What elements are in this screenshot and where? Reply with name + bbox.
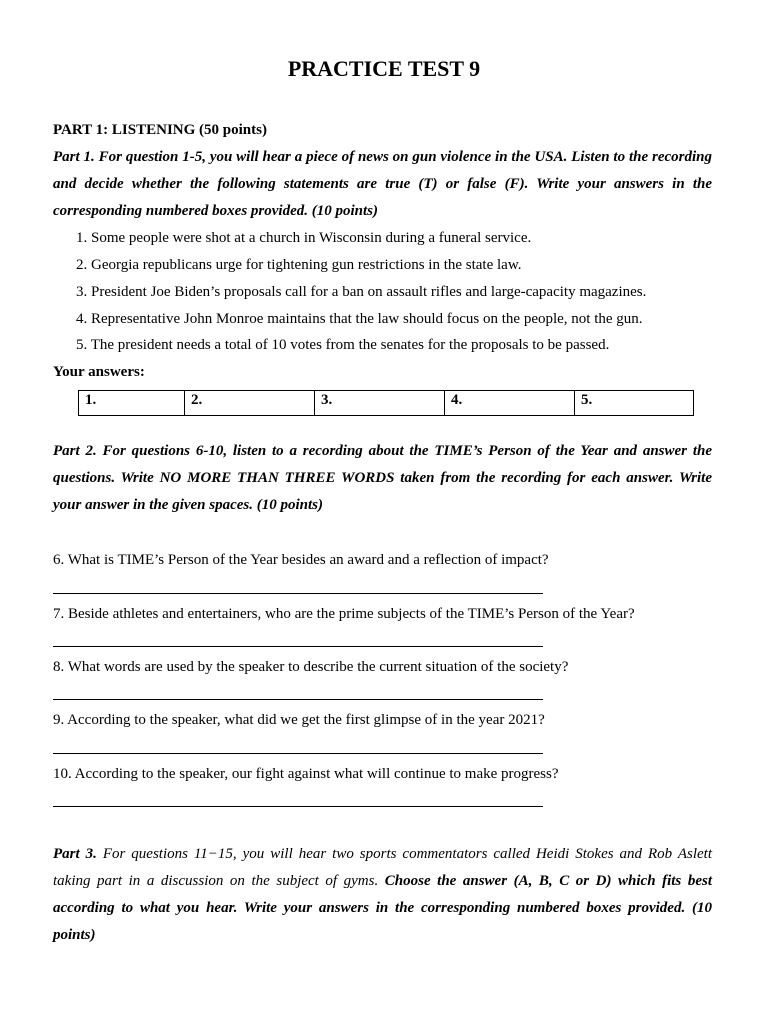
- part3-instructions-italic: For questions 11−15, you will hear two sports commentators called Heidi Stokes and Rob Aslett taking part in a discussion on the subject of gyms.: [53, 846, 712, 889]
- question-9: 9. According to the speaker, what did we get the first glimpse of in the year 2021?: [53, 712, 545, 728]
- answer-box-1[interactable]: 1.: [79, 391, 185, 416]
- statement-3: 3. President Joe Biden’s proposals call for a ban on assault rifles and large-capacity magazines.: [76, 284, 647, 300]
- answer-line-10[interactable]: [53, 806, 543, 807]
- answer-line-6[interactable]: [53, 593, 543, 594]
- part1-instructions: Part 1. For question 1-5, you will hear a piece of news on gun violence in the USA. Listen to the recording and decide whether the following statements are true (T) or false (F). Write your answers in the corresponding numbered boxes provided. (10 points): [53, 149, 712, 219]
- answer-line-8[interactable]: [53, 699, 543, 700]
- answer-row: [79, 391, 694, 416]
- answer-line-7[interactable]: [53, 646, 543, 647]
- part3-instructions-bold: Choose the answer (A, B, C or D) which fits best according to what you hear. Write your answers in the corresponding numbered boxes provided. (10 points): [53, 873, 712, 943]
- question-10: 10. According to the speaker, our fight against what will continue to make progress?: [53, 766, 559, 782]
- answer-box-2[interactable]: 2.: [185, 391, 315, 416]
- your-answers-label: Your answers:: [53, 364, 145, 380]
- statement-2: 2. Georgia republicans urge for tightening gun restrictions in the state law.: [76, 257, 522, 273]
- answer-box-4[interactable]: 4.: [445, 391, 575, 416]
- question-7: 7. Beside athletes and entertainers, who are the prime subjects of the TIME’s Person of the Year?: [53, 606, 635, 622]
- part1-heading: PART 1: LISTENING (50 points): [53, 122, 267, 138]
- statement-5: 5. The president needs a total of 10 votes from the senates for the proposals to be passed.: [76, 337, 610, 353]
- answer-table: [78, 390, 694, 416]
- part2-instructions: Part 2. For questions 6-10, listen to a recording about the TIME’s Person of the Year and answer the questions. Write NO MORE THAN THREE WORDS taken from the recording for each answer. Write your answer in the given spaces. (10 points): [53, 443, 712, 513]
- question-6: 6. What is TIME’s Person of the Year besides an award and a reflection of impact?: [53, 552, 549, 568]
- question-8: 8. What words are used by the speaker to describe the current situation of the society?: [53, 659, 569, 675]
- answer-line-9[interactable]: [53, 753, 543, 754]
- part3-label: Part 3.: [53, 846, 97, 862]
- part3-instructions: [53, 841, 712, 949]
- statement-4: 4. Representative John Monroe maintains that the law should focus on the people, not the gun.: [76, 311, 643, 327]
- page-title: PRACTICE TEST 9: [287, 56, 481, 81]
- statement-1: 1. Some people were shot at a church in Wisconsin during a funeral service.: [76, 230, 532, 246]
- answer-box-3[interactable]: 3.: [315, 391, 445, 416]
- answer-box-5[interactable]: 5.: [575, 391, 694, 416]
